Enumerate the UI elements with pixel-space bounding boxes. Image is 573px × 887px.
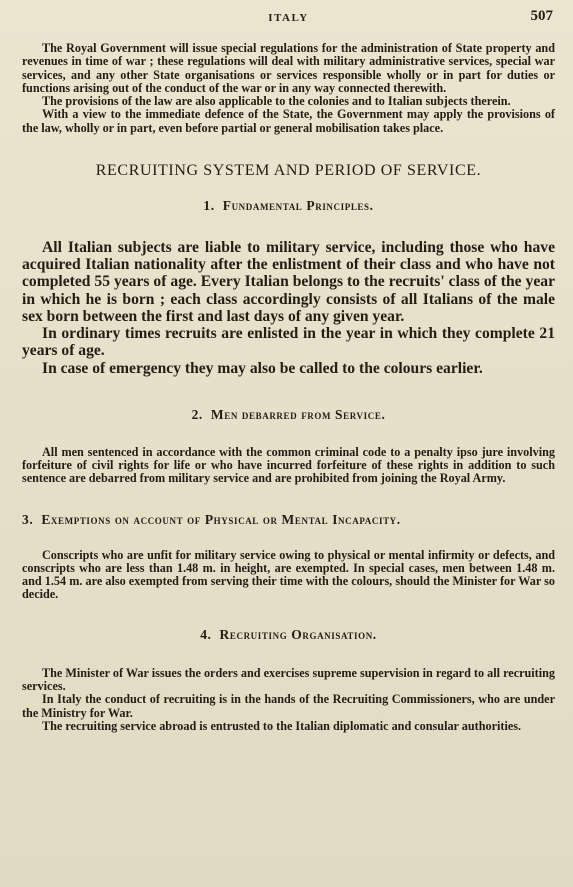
paragraph: The provisions of the law are also applicable to the colonies and to Italian subjects therein. [42, 94, 511, 109]
section-heading-3 [22, 512, 555, 528]
section-heading-4 [22, 627, 555, 643]
section-body-2 [22, 446, 555, 486]
section-heading-1 [22, 198, 555, 214]
paragraph: All men sentenced in accordance with the common criminal code to a penalty ipso jure involving forfeiture of civil rights for life or who have incurred forfeiture of these rights in addition to such sentence are debarred from military service and are prohibited from joining the Royal Army. [22, 444, 555, 486]
section-number: 4. [200, 626, 212, 642]
paragraph: Conscripts who are unfit for military service owing to physical or mental infirmity or defects, and conscripts who are less than 1.48 m. in height, are exempted. In special cases, men between 1.48 m. and 1.54 m. are also exempted from serving their time with the colours, should the Minister for War so decide. [22, 547, 555, 602]
section-body-1 [22, 239, 555, 377]
section-number: 2. [191, 406, 203, 422]
paragraph: In case of emergency they may also be called to the colours earlier. [42, 359, 483, 377]
section-title: Fundamental Principles. [222, 198, 374, 214]
page-number: 507 [530, 8, 553, 24]
paragraph: With a view to the immediate defence of the State, the Government may apply the provisions of the law, wholly or in part, even before partial or general mobilisation takes place. [22, 107, 555, 135]
paragraph: The Minister of War issues the orders and exercises supreme supervision in regard to all recruiting services. [22, 665, 555, 694]
section-title: Men debarred from Service. [210, 406, 386, 422]
section-heading-2 [22, 407, 555, 423]
paragraph: The Royal Government will issue special regulations for the administration of State property and revenues in time of war ; these regulations will deal with military administrative services, special war services, and any other State organisations or services responsible wholly or in part for duties or functions arising out of the conduct of the war or in any way connected therewith. [22, 41, 555, 95]
section-title: Recruiting Organisation. [219, 626, 377, 642]
paragraph: In ordinary times recruits are enlisted in the year in which they complete 21 years of age. [22, 325, 555, 360]
page-header [22, 8, 555, 32]
running-head: ITALY [268, 12, 309, 24]
paragraph: In Italy the conduct of recruiting is in the hands of the Recruiting Commissioners, who are under the Ministry for War. [22, 692, 555, 720]
section-body-3 [22, 549, 555, 602]
section-body-4 [22, 667, 555, 733]
section-title: Exemptions on account of Physical or Mental Incapacity. [41, 511, 401, 527]
intro-block [22, 42, 555, 135]
paragraph: All Italian subjects are liable to military service, including those who have acquired Italian nationality after the enlistment of their class and who have not completed 55 years of age. Every Italian belongs to the recruits' class of the year in which he is born ; each class accordingly consists of all Italians of the male sex born between the first and last days of any given year. [22, 239, 555, 325]
section-number: 3. [22, 511, 34, 527]
section-number: 1. [203, 198, 215, 214]
chapter-title: RECRUITING SYSTEM AND PERIOD OF SERVICE. [95, 162, 482, 180]
paragraph: The recruiting service abroad is entrusted to the Italian diplomatic and consular authorities. [42, 718, 522, 733]
